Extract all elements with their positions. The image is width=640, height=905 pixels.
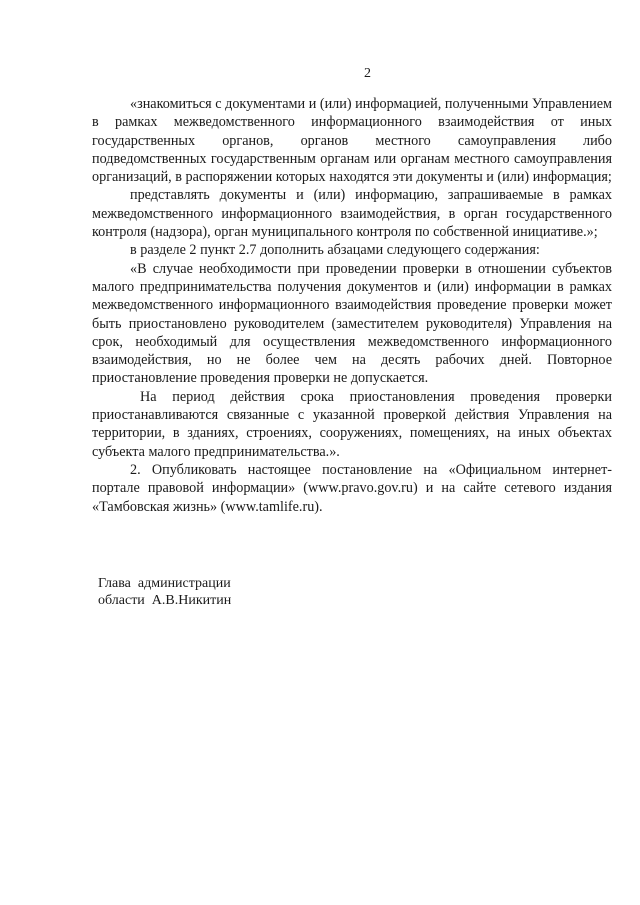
- paragraph-5: На период действия срока приостановления проведения проверки приостанавливаются связанные с указанной проверкой действия Управления на территории, в зданиях, строениях, сооружениях, помещениях, на иных объектах субъекта малого предпринимательства.».: [92, 388, 612, 460]
- signature-block: [98, 575, 231, 609]
- signature-title: Глава администрации: [98, 576, 231, 591]
- signature-name: области А.В.Никитин: [98, 593, 232, 608]
- page-number: 2: [364, 66, 371, 81]
- paragraph-1: «знакомиться с документами и (или) информацией, полученными Управлением в рамках межведомственного информационного взаимодействия от иных государственных органов, органов местного самоуправления либо подведомственных государственным органам или органам местного самоуправления организаций, в распоряжении которых находятся эти документы и (или) информация;: [92, 96, 612, 186]
- paragraph-3: в разделе 2 пункт 2.7 дополнить абзацами следующего содержания:: [130, 242, 540, 259]
- paragraph-4: «В случае необходимости при проведении проверки в отношении субъектов малого предпринимательства получения документов и (или) информации в рамках межведомственного информационного взаимодействия проведение проверки может быть приостановлено руководителем (заместителем руководителя) Управления на срок, необходимый для осуществления межведомственного информационного взаимодействия, но не более чем на десять рабочих дней. Повторное приостановление проведения проверки не допускается.: [92, 260, 612, 387]
- document-body: [92, 95, 612, 516]
- paragraph-6: 2. Опубликовать настоящее постановление на «Официальном интернет-портале правовой информации» (www.pravo.gov.ru) и на сайте сетевого издания «Тамбовская жизнь» (www.tamlife.ru).: [92, 461, 612, 515]
- paragraph-2: представлять документы и (или) информацию, запрашиваемые в рамках межведомственного информационного взаимодействия, в орган государственного контроля (надзора), орган муниципального контроля по собственной инициативе.»;: [92, 187, 612, 241]
